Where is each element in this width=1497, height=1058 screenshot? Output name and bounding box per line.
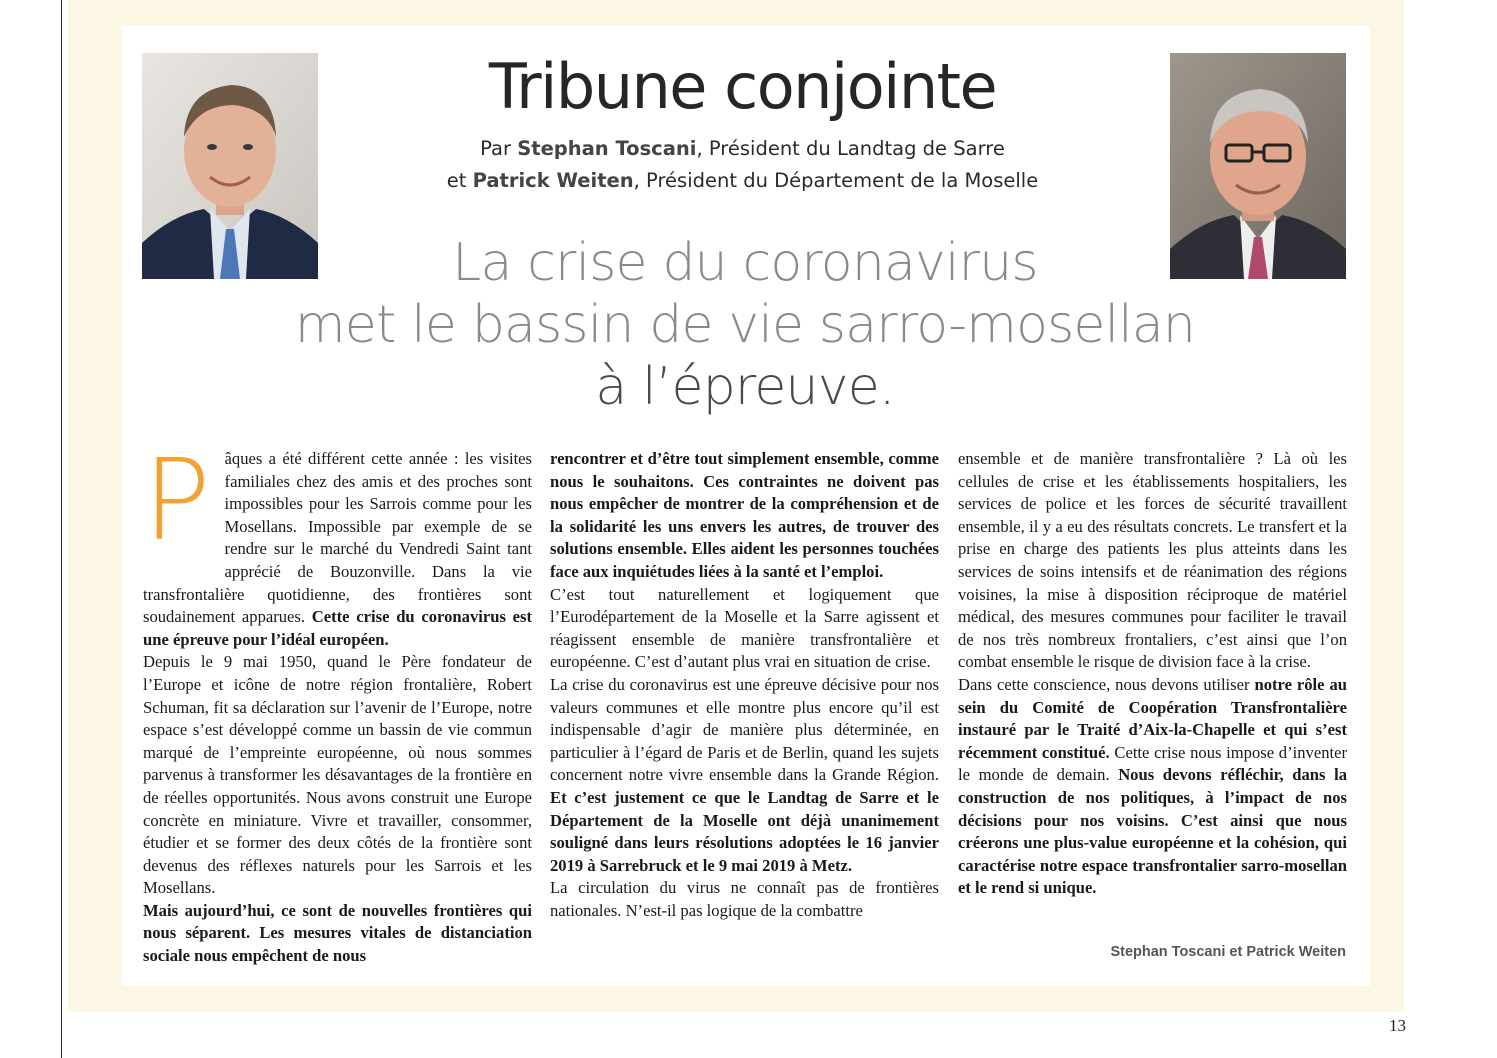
column-2	[550, 448, 939, 922]
signature: Stephan Toscani et Patrick Weiten	[1110, 944, 1346, 960]
drop-cap: P	[143, 436, 211, 566]
headline-line-3: à l’épreuve.	[595, 357, 895, 417]
paragraph: Dans cette conscience, nous devons utiliser notre rôle au sein du Comité de Coopération Transfrontalière instauré par le Traité d’Aix-la-Chapelle et qui s’est récemment constitué. Cette crise nous impose d’inventer le monde de demain. Nous devons réfléchir, dans la construction de nos politiques, à l’impact de nos décisions pour nos voisins. C’est ainsi que nous créerons une plus-value européenne et la cohésion, qui caractérise notre espace transfrontalier sarro-mosellan et le rend si unique.	[958, 674, 1348, 898]
paragraph: Depuis le 9 mai 1950, quand le Père fondateur de l’Europe et icône de notre région frontalière, Robert Schuman, fit sa déclaration sur l’avenir de l’Europe, notre espace s’est développé comme un bassin de vie commun marqué de l’empreinte européenne, où nous sommes parvenus à transformer les désavantages de la frontière en de réelles opportunités. Nous avons construit une Europe concrète en miniature. Vivre et travailler, consommer, étudier et se former des deux côtés de la frontière sont devenus des réflexes naturels pour les Sarrois et les Mosellans.	[143, 652, 532, 898]
author-name-toscani: Stephan Toscani	[517, 137, 697, 160]
paragraph: C’est tout naturellement et logiquement que l’Eurodépartement de la Moselle et la Sarre agissent et réagissent ensemble de manière transfrontalière et européenne. C’est d’autant plus vrai en situation de crise.	[550, 584, 939, 672]
byline-line-1: Par Stephan Toscani, Président du Landtag de Sarre	[480, 137, 1005, 160]
paragraph: La circulation du virus ne connaît pas de frontières nationales. N’est-il pas logique de la combattre	[550, 878, 939, 920]
article-title: Tribune conjointe	[488, 50, 997, 123]
page-margin-rule	[61, 0, 62, 1058]
column-3	[958, 448, 1347, 900]
headline-line-1: La crise du coronavirus	[452, 233, 1038, 293]
byline	[340, 133, 1145, 197]
paragraph: rencontrer et d’être tout simplement ensemble, comme nous le souhaitons. Ces contraintes ne doivent pas nous empêcher de montrer de la compréhension et de la solidarité les uns envers les autres, de trouver des solutions ensemble. Elles aident les personnes touchées face aux inquiétudes liées à la santé et l’emploi.	[550, 449, 939, 581]
byline-line-2: et Patrick Weiten, Président du Département de la Moselle	[446, 169, 1039, 192]
article-body	[143, 436, 1348, 978]
author-name-weiten: Patrick Weiten	[472, 169, 634, 192]
headline	[140, 232, 1350, 418]
paragraph: La crise du coronavirus est une épreuve décisive pour nos valeurs communes et elle montre plus encore qu’il est indispensable d’agir de manière plus déterminée, en particulier à l’égard de Paris et de Berlin, quand les sujets concernent notre vivre ensemble dans la Grande Région. Et c’est justement ce que le Landtag de Sarre et le Département de la Moselle ont déjà unanimement souligné dans leurs résolutions adoptées le 16 janvier 2019 à Sarrebruck et le 9 mai 2019 à Metz.	[550, 674, 939, 875]
paragraph: Mais aujourd’hui, ce sont de nouvelles frontières qui nous séparent. Les mesures vitales de distanciation sociale nous empêchent de nous	[143, 900, 532, 966]
column-1	[143, 436, 532, 968]
paragraph: ensemble et de manière transfrontalière ? Là où les cellules de crise et les établissements hospitaliers, les services de police et les forces de sécurité travaillent ensemble, il y a eu des résultats concrets. Le transfert et la prise en charge des patients les plus atteints dans les services de soins intensifs et de réanimation des régions voisines, la mise à disposition réciproque de matériel médical, des mesures communes pour faciliter le travail de nos très nombreux frontaliers, c’est ainsi que l’on combat ensemble le risque de division face à la crise.	[958, 449, 1347, 672]
page-number: 13	[1389, 1016, 1406, 1035]
headline-line-2: met le bassin de vie sarro-mosellan	[294, 295, 1196, 355]
paragraph: Pâques a été différent cette année : les visites familiales chez des amis et des proches sont impossibles pour les Sarrois comme pour les Mosellans. Impossible par exemple de se rendre sur le marché du Vendredi Saint tant apprécié de Bouzonville. Dans la vie transfrontalière quotidienne, des frontières sont soudainement apparues. Cette crise du coronavirus est une épreuve pour l’idéal européen.	[143, 436, 532, 649]
